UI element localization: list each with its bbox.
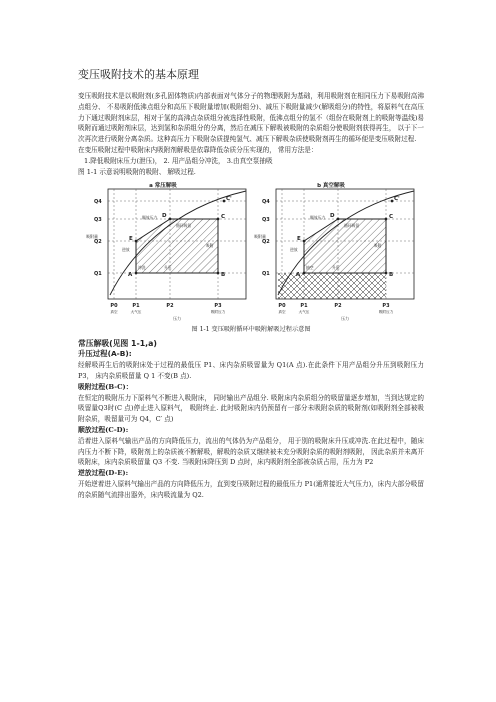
point-label-D: D [330, 213, 335, 220]
x-tick-sub: 吸附压力 [210, 310, 226, 315]
heading-cocurrent: 顺放过程(C-D): [78, 425, 129, 434]
label-adsorb: 吸附 [206, 243, 214, 249]
x-tick-sub: 吸附压力 [378, 310, 394, 315]
point-marker [217, 272, 220, 275]
x-tick-P3: P3 [214, 303, 222, 310]
label-cocurrent: 顺放压力 [310, 215, 326, 221]
paragraph-countercurrent: 开始逆着进入原料气输出产品的方向降低压力，直到变压吸附过程的最低压力 P1(通常接近大气压力)，床内大部分吸留的杂质随气流排出器外，床内吸流量为 Q2. [78, 479, 424, 499]
label-cocurrent: 顺放压力 [142, 215, 158, 221]
x-tick-P1: P1 [132, 303, 140, 310]
point-marker [337, 218, 340, 221]
point-marker [217, 218, 220, 221]
y-tick-Q2: Q2 [262, 239, 270, 246]
x-tick-P2: P2 [166, 303, 174, 310]
label-pressurize: 升压 [164, 265, 172, 271]
intro-paragraph: 变压吸附技术是以吸附剂(多孔固体物质)内部表面对气体分子的物理吸附为基础，利用吸附剂在相同压力下易吸附高沸点组分、 不易吸附低沸点组分和高压下吸附量增加(吸附组分)、减压下吸附量减少(解吸组分)的特性，将原料气在高压力下通过吸附剂床层，相对于氢的高沸点杂质组分被选择性吸附，低沸点组分的氢不（组份在吸附剂上的吸附等温线)易吸附而通过吸附剂床层，达到氢和杂质组分的分离，然后在减压下解吸被吸附的杂质组分使吸附剂获得再生， 以于下一次再次进行吸附分离杂质。这种高压力下吸附杂质提纯氢气、减压下解吸杂质使吸附剂再生的循环便是变压吸附过程. [78, 92, 424, 144]
point-marker [385, 272, 388, 275]
x-tick-P3: P3 [382, 303, 390, 310]
y-tick-Q2: Q2 [94, 239, 102, 246]
x-tick-sub: 大气压 [130, 310, 142, 315]
heading-pressurize: 升压过程(A-B): [78, 349, 132, 359]
point-label-A: A [296, 272, 301, 279]
heading-normal-pressure: 常压解吸(见图 1-1,a) [78, 339, 157, 349]
point-label-E: E [297, 236, 301, 243]
point-label-C: C [389, 214, 394, 221]
paragraph-cocurrent: 沿着进入原料气输出产品的方向降低压力，流出的气体仍为产品组分， 用于别的吸附床升压或冲洗.在此过程中，随床内压力不断下降，吸附剂上的杂质被不断解吸，解吸的杂质又继续被未充分吸附杂质的吸附剂吸附， 因此杂质并未离开吸附床，床内杂质吸留量 Q3 不变. 当吸附床降压到 D 点时，床内吸附剂全部被杂质占用，压力为 P2 [78, 436, 424, 467]
point-marker [391, 200, 394, 203]
label-cycle: 循环吸留 [344, 223, 360, 229]
y-axis-label: 吸附量 [254, 234, 266, 240]
y-tick-Q3: Q3 [262, 217, 270, 224]
document-page [78, 66, 424, 501]
figure-svg [78, 181, 424, 321]
point-label-E: E [129, 236, 133, 243]
point-marker [169, 218, 172, 221]
point-label-B: B [221, 272, 226, 279]
figure-1-1 [78, 181, 424, 321]
x-tick-P1: P1 [300, 303, 308, 310]
x-axis-label: 压力 [173, 316, 181, 322]
panel-title: a 常压解吸 [149, 183, 177, 190]
x-tick-P0: P0 [110, 303, 118, 310]
y-tick-Q4: Q4 [262, 199, 270, 206]
point-label-C: C [221, 214, 226, 221]
y-tick-Q3: Q3 [94, 217, 102, 224]
label-pressurize: 升压 [332, 265, 340, 271]
heading-adsorb: 吸附过程(B-C)： [78, 382, 133, 391]
doc-title: 变压吸附技术的基本原理 [78, 68, 199, 81]
figure-reference: 图 1-1 示意说明吸附的吸附、 解吸过程. [78, 167, 196, 176]
label-adsorb: 吸附 [374, 243, 382, 249]
x-tick-sub: 大气压 [298, 310, 310, 315]
label-cycle: 循环吸留 [176, 223, 192, 229]
label-purge: 冲洗 [138, 265, 146, 271]
y-axis-label: 吸附量 [86, 234, 98, 240]
point-marker [303, 272, 306, 275]
point-marker [303, 240, 306, 243]
panel-title: b 真空解吸 [317, 183, 345, 190]
y-tick-Q1: Q1 [94, 271, 102, 278]
y-tick-Q4: Q4 [94, 199, 102, 206]
residual-area [278, 273, 386, 299]
label-counter: 逆放 [290, 247, 298, 253]
heading-countercurrent: 逆放过程(D-E): [78, 469, 129, 478]
point-label-B: B [389, 272, 394, 279]
point-label-Cprime: C' [226, 196, 232, 203]
point-marker [135, 240, 138, 243]
point-label-Cprime: C' [394, 196, 400, 203]
label-counter: 逆放 [122, 247, 130, 253]
point-label-D: D [162, 213, 167, 220]
x-tick-sub: 真空 [110, 310, 118, 315]
point-marker [385, 218, 388, 221]
methods-intro: 在变压吸附过程中吸附床内吸附剂解吸是依靠降低杂质分压实现的， 常用方法是： [78, 145, 318, 154]
point-label-A: A [128, 272, 133, 279]
paragraph-adsorb: 在恒定的吸附压力下原料气不断进入吸附床， 同时输出产品组分. 吸附床内杂质组分的吸留量逐步增加，当到达规定的吸留量Q3时(C 点)停止进入原料气， 吸附终止. 此时吸附床内仍预留有一部分未吸附杂质的吸附剂(如吸附剂全部被吸附杂质，吸留量可为 Q4，C′ 点) [78, 393, 424, 424]
paragraph-pressurize: 经解吸再生后的吸附床处于过程的最低压 P1、床内杂质吸留量为 Q1(A 点).在此条件下用产品组分升压到吸附压力 P3， 床内杂质吸留量 Q 1 不变(B 点). [78, 361, 424, 380]
methods-list: 1.降低吸附床压力(泄压)， 2. 用产品组分冲洗， 3.由真空泵抽吸 [84, 156, 273, 165]
x-tick-P2: P2 [334, 303, 342, 310]
label-purge: 抽空 [306, 265, 314, 271]
point-marker [223, 200, 226, 203]
x-tick-sub: 真空 [278, 310, 286, 315]
y-tick-Q1: Q1 [262, 271, 270, 278]
point-marker [135, 272, 138, 275]
figure-caption: 图 1-1 变压吸附循环中吸附解吸过程示意图 [191, 326, 311, 334]
x-axis-label: 压力 [341, 316, 349, 322]
x-tick-P0: P0 [278, 303, 286, 310]
